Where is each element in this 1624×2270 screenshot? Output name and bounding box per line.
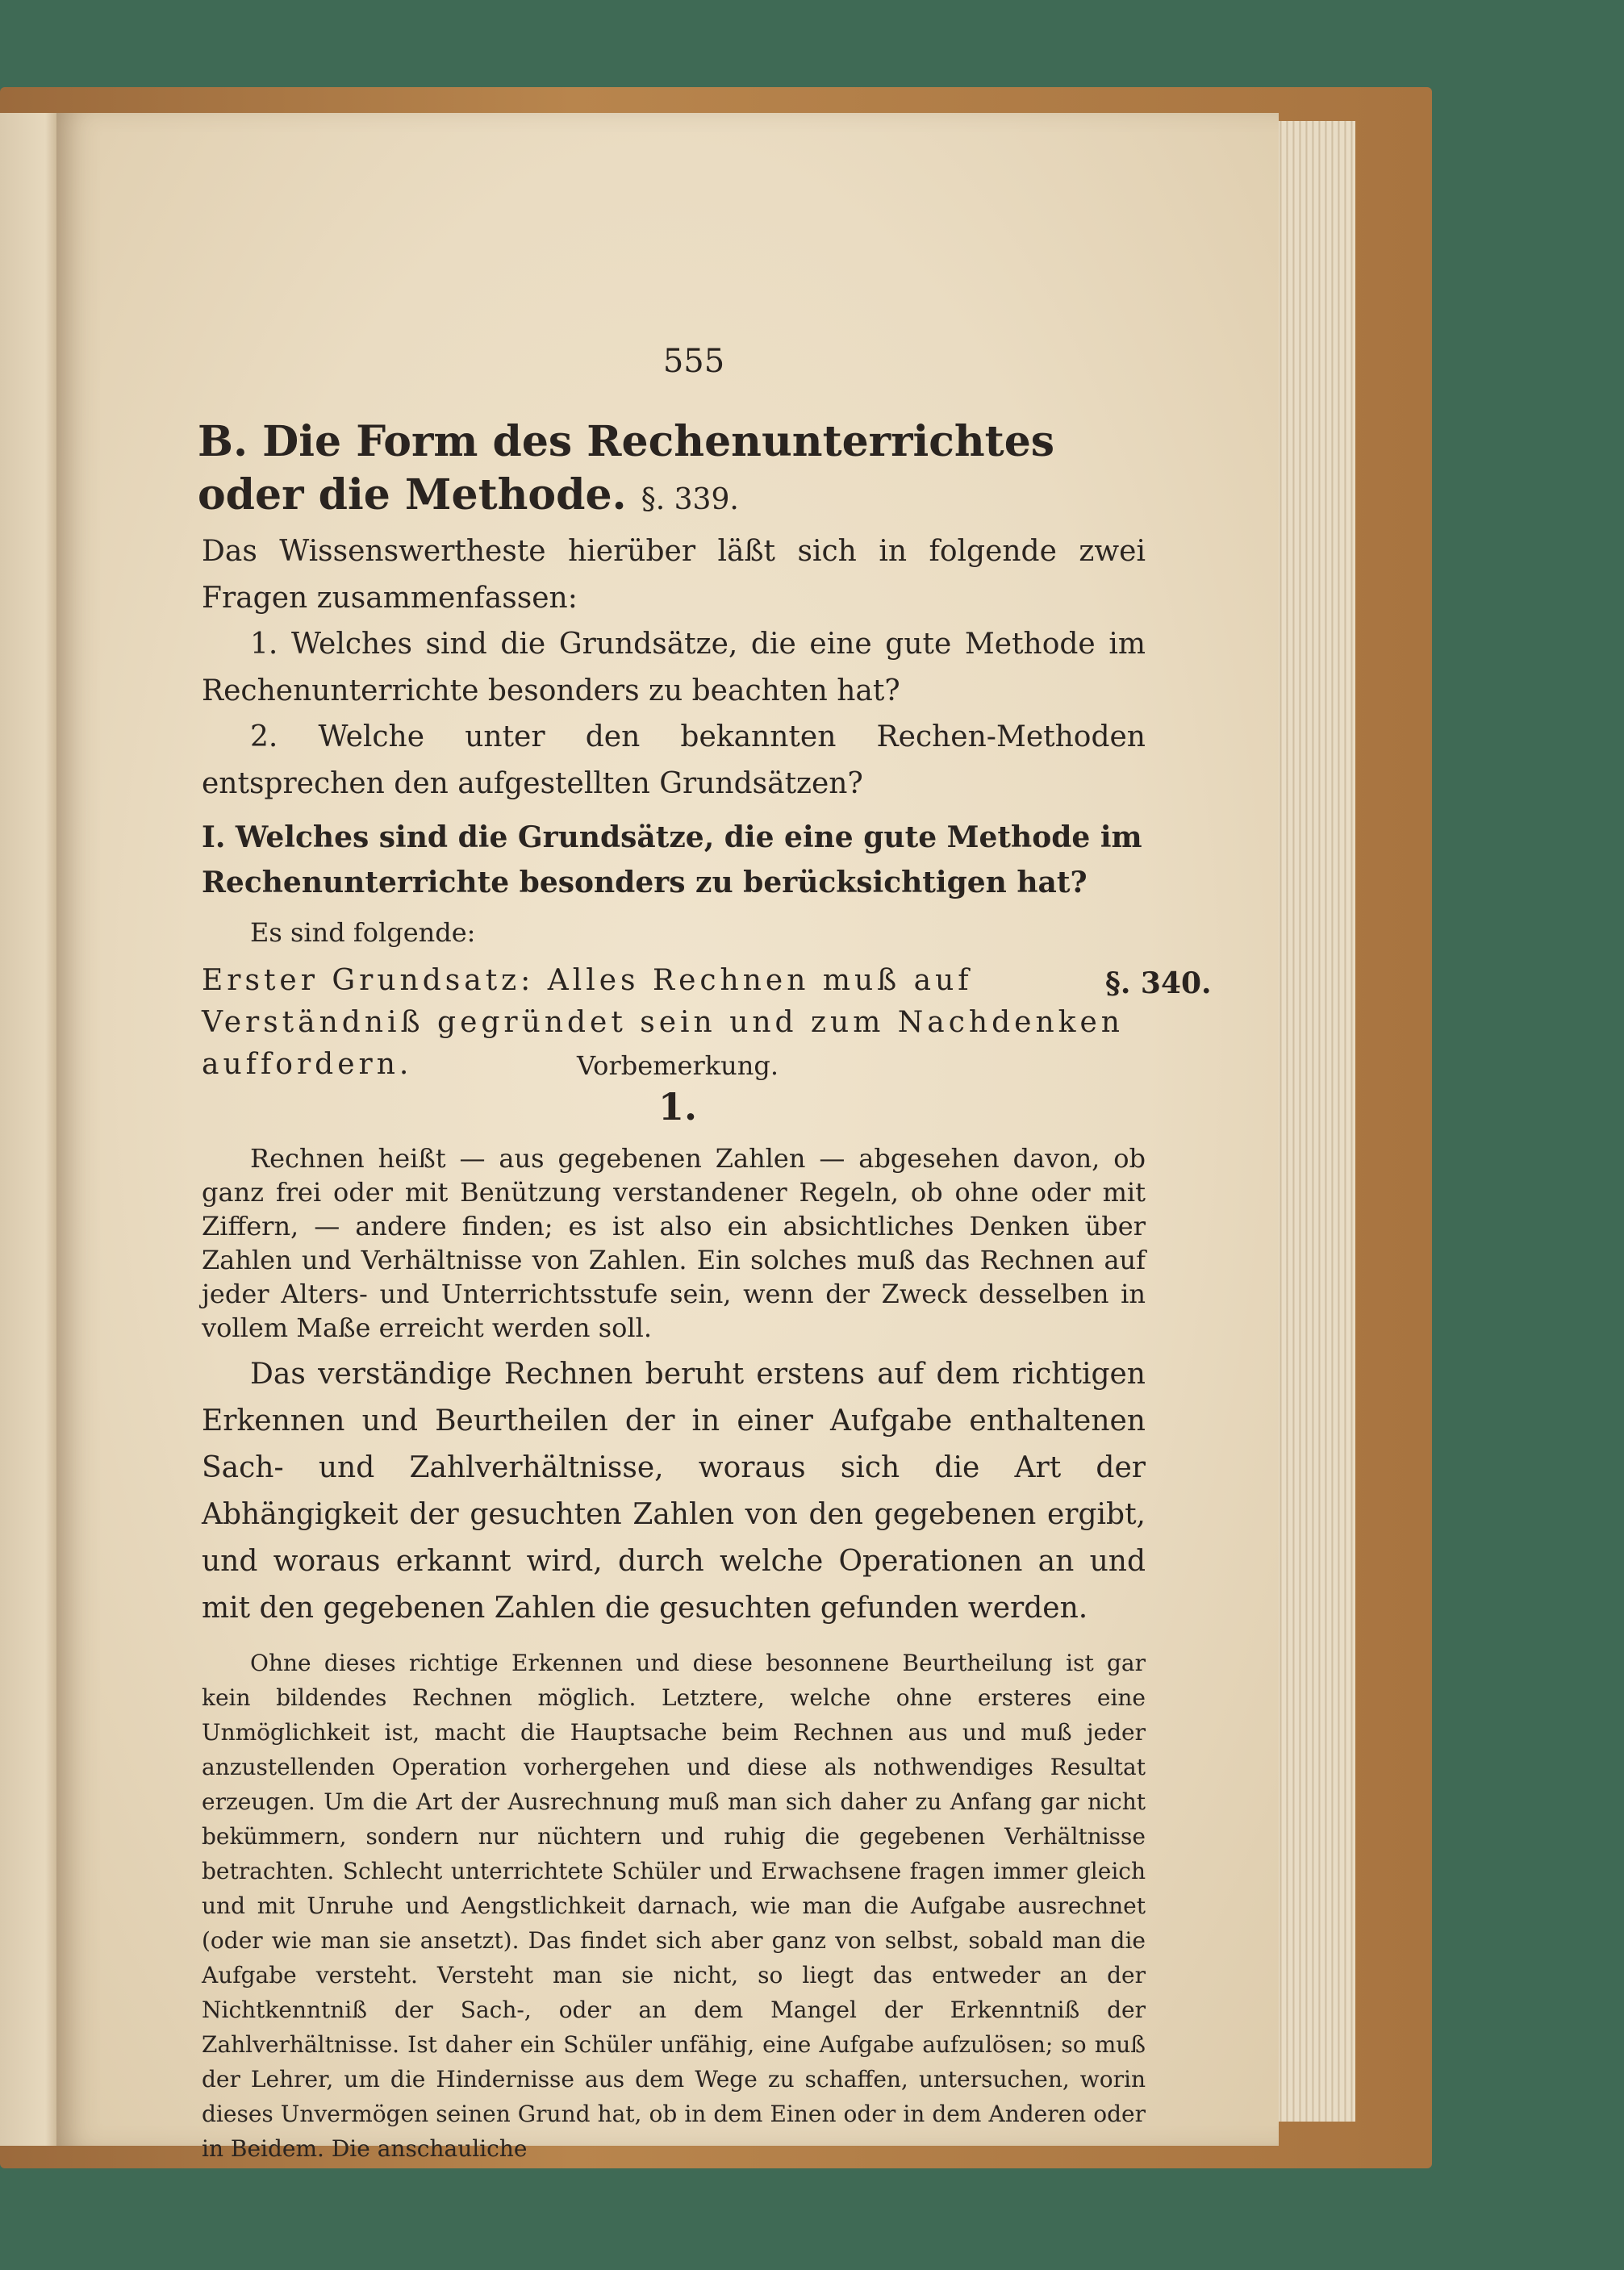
paragraph-1: Rechnen heißt — aus gegebenen Zahlen — abgesehen davon, ob ganz frei oder mit Benützung verstandener Regeln, ob ohne oder mit Ziffern, — andere finden; es ist also ein absichtliches Denken über Zahlen und Verhältnisse von Zahlen. Ein solches muß das Rechnen auf jeder Alters- und Unterrichtsstufe sein, wenn der Zweck desselben in vollem Maße erreicht werden soll.	[202, 1143, 1146, 1343]
left-margin-fragments	[60, 419, 84, 2114]
intro-paragraph: Das Wissenswertheste hierüber läßt sich in folgende zwei Fragen zusammenfassen:	[202, 535, 1146, 615]
paragraph-2: Das verständige Rechnen beruht erstens auf dem richtigen Erkennen und Beurtheilen der in einer Aufgabe enthaltenen Sach- und Zahlverhältnisse, woraus sich die Art der Abhängigkeit der gesuchten Zahlen von den gegebenen ergibt, und woraus erkannt wird, durch welche Operationen an und mit den gegebenen Zahlen die gesuchten gefunden werden.	[202, 1358, 1146, 1625]
section-ref-340: §. 340.	[1105, 966, 1212, 1000]
question-1: 1. Welches sind die Grundsätze, die eine gute Methode im Rechenunterrichte besonders zu beachten hat?	[202, 628, 1146, 707]
vorbemerkung: Vorbemerkung.	[577, 1050, 779, 1081]
paragraph-3: Ohne dieses richtige Erkennen und diese besonnene Beurtheilung ist gar kein bildendes Rechnen möglich. Letztere, welche ohne ersteres eine Unmöglichkeit ist, macht die Hauptsache beim Rechnen aus und muß jeder anzustellenden Operation vorhergehen und diese als nothwendiges Resultat erzeugen. Um die Art der Ausrechnung muß man sich daher zu Anfang gar nicht bekümmern, sondern nur nüchtern und ruhig die gegebenen Verhältnisse betrachten. Schlecht unterrichtete Schüler und Erwachsene fragen immer gleich und mit Unruhe und Aengstlichkeit darnach, wie man die Aufgabe ausrechnet (oder wie man sie ansetzt). Das findet sich aber ganz von selbst, sobald man die Aufgabe versteht. Versteht man sie nicht, so liegt das entweder an der Nichtkenntniß der Sach-, oder an dem Mangel der Erkenntniß der Zahlverhältnisse. Ist daher ein Schüler unfähig, eine Aufgabe aufzulösen; so muß der Lehrer, um die Hindernisse aus dem Wege zu schaffen, untersuchen, worin dieses Unvermögen seinen Grund hat, ob in dem Einen oder in dem Anderen oder in Beidem. Die anschauliche	[202, 1650, 1146, 2162]
es-sind-folgende: Es sind folgende:	[250, 917, 476, 948]
question-2: 2. Welche unter den bekannten Rechen-Methoden entsprechen den aufgestellten Grundsätzen?	[202, 720, 1146, 800]
heading-I: I. Welches sind die Grundsätze, die eine gute Methode im Rechenunterrichte besonders zu berücksichtigen hat?	[202, 820, 1142, 899]
left-page-edge	[0, 113, 65, 2146]
page-number: 555	[662, 343, 725, 380]
section-heading	[198, 415, 1166, 527]
paragraph-number-1: 1.	[658, 1085, 698, 1129]
section-title: B. Die Form des Rechenunterrichtes oder die Methode.	[198, 417, 1055, 520]
principle-1-text: Erster Grundsatz: Alles Rechnen muß auf Verständniß gegründet sein und zum Nachdenken auffordern.	[202, 964, 1124, 1081]
section-ref-339: §. 339.	[641, 483, 739, 516]
book-page	[56, 113, 1279, 2162]
